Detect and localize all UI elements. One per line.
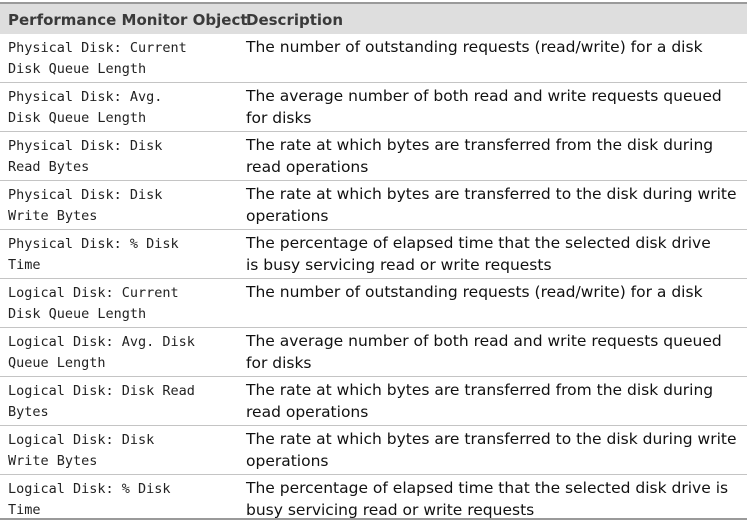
table-row — [0, 34, 747, 83]
table-bottom-rule — [0, 518, 747, 520]
table-row — [0, 83, 747, 132]
object-cell: Physical Disk: Current Disk Queue Length — [8, 40, 187, 77]
table-row — [0, 181, 747, 230]
header-object: Performance Monitor Object — [8, 11, 248, 29]
object-cell: Physical Disk: Disk Read Bytes — [8, 138, 163, 175]
table-row — [0, 475, 747, 524]
description-cell: The percentage of elapsed time that the selected disk drive is busy servicing read or write requests — [246, 234, 711, 274]
table-row — [0, 279, 747, 328]
description-cell: The rate at which bytes are transferred from the disk during read operations — [246, 381, 714, 421]
object-cell: Physical Disk: % Disk Time — [8, 236, 179, 273]
object-cell: Logical Disk: % Disk Time — [8, 481, 171, 518]
table-row — [0, 377, 747, 426]
object-cell: Physical Disk: Disk Write Bytes — [8, 187, 163, 224]
object-cell: Logical Disk: Disk Read Bytes — [8, 383, 195, 420]
description-cell: The percentage of elapsed time that the selected disk drive is busy servicing read or write requests — [246, 479, 729, 519]
table-row — [0, 426, 747, 475]
object-cell: Logical Disk: Current Disk Queue Length — [8, 285, 179, 322]
table-header-row — [0, 4, 747, 34]
description-cell: The rate at which bytes are transferred from the disk during read operations — [246, 136, 714, 176]
description-cell: The number of outstanding requests (read/write) for a disk — [246, 38, 703, 56]
table-row — [0, 230, 747, 279]
description-cell: The rate at which bytes are transferred to the disk during write operations — [246, 185, 737, 225]
header-description: Description — [246, 11, 344, 29]
description-cell: The rate at which bytes are transferred to the disk during write operations — [246, 430, 737, 470]
object-cell: Logical Disk: Avg. Disk Queue Length — [8, 334, 195, 371]
object-cell: Logical Disk: Disk Write Bytes — [8, 432, 155, 469]
description-cell: The average number of both read and write requests queued for disks — [246, 332, 722, 372]
table-row — [0, 328, 747, 377]
table-row — [0, 132, 747, 181]
object-cell: Physical Disk: Avg. Disk Queue Length — [8, 89, 163, 126]
description-cell: The average number of both read and write requests queued for disks — [246, 87, 722, 127]
description-cell: The number of outstanding requests (read/write) for a disk — [246, 283, 703, 301]
